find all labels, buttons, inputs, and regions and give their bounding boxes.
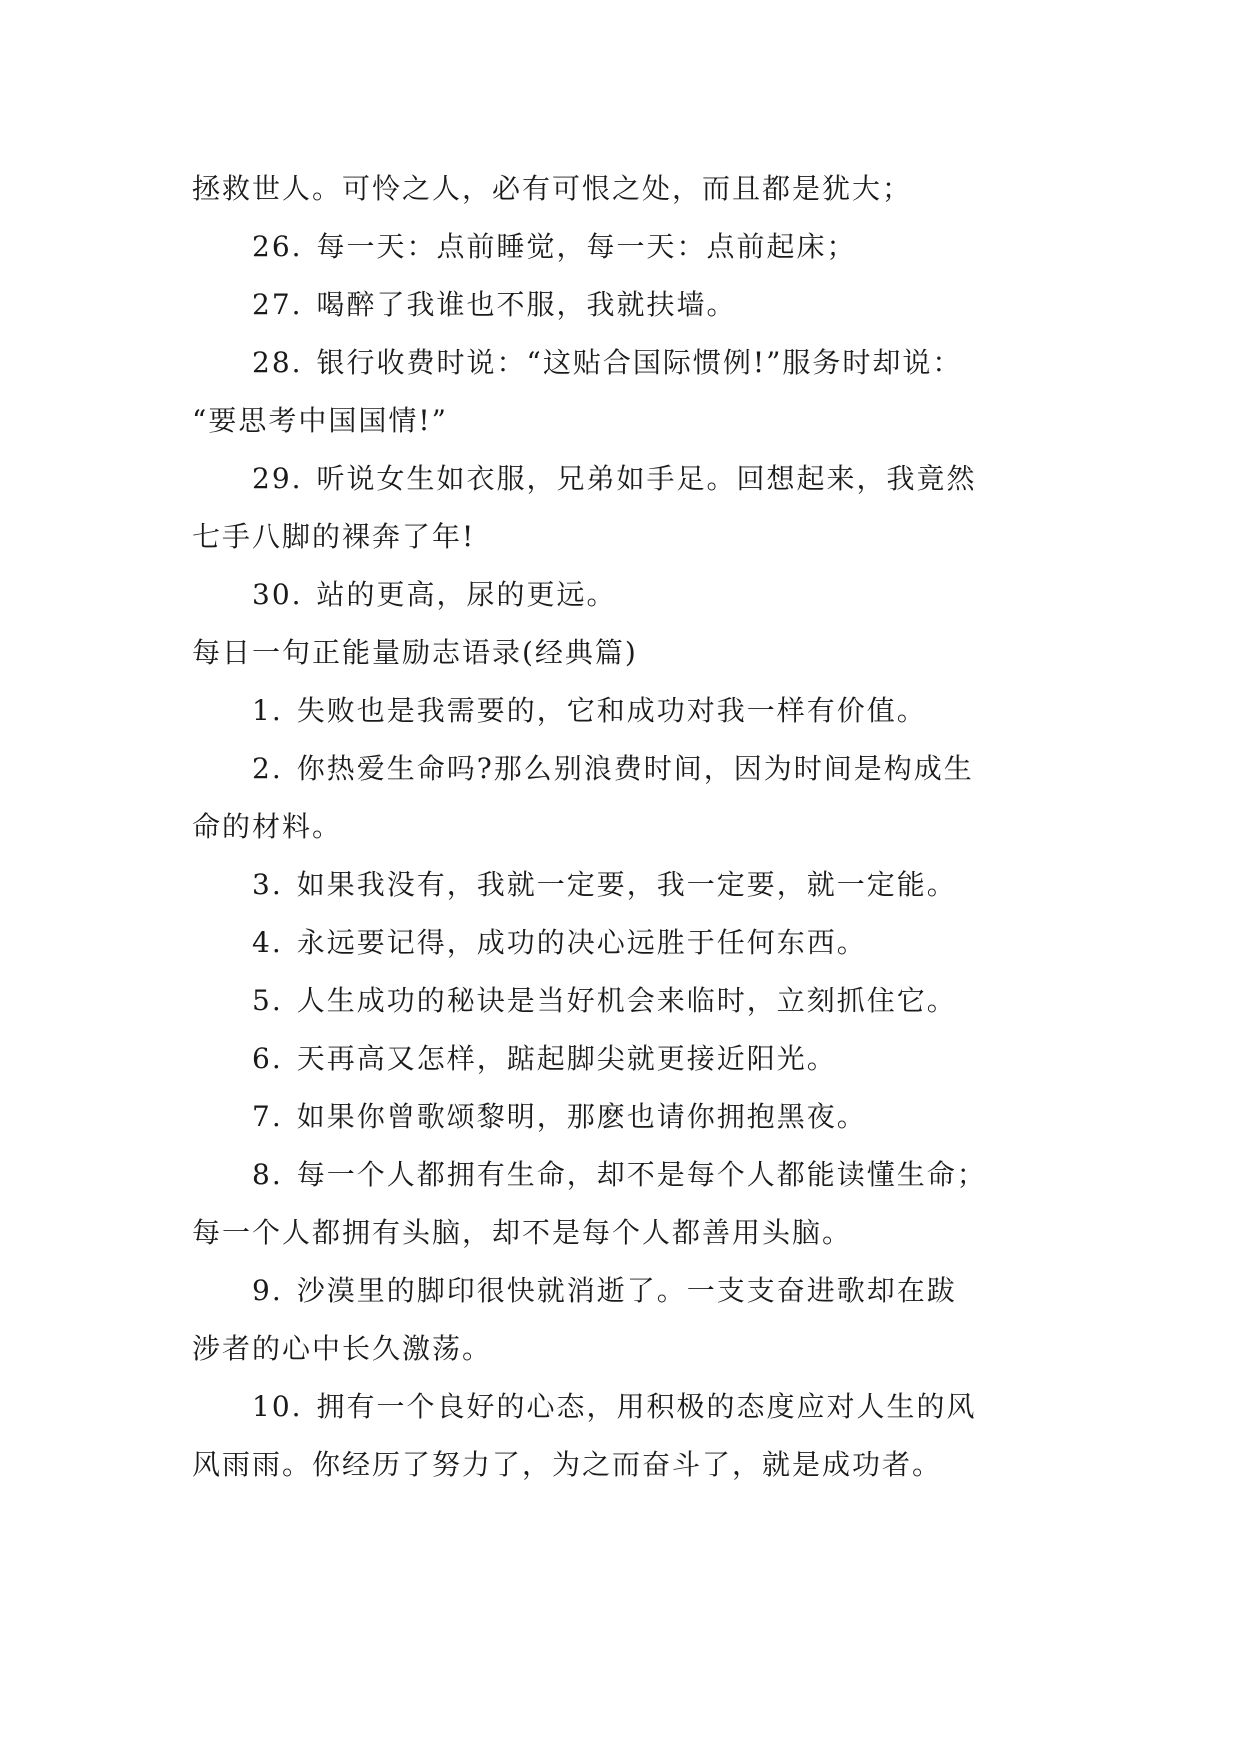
item-text: 每一个人都拥有生命，却不是每个人都能读懂生命； <box>296 1158 987 1191</box>
list-item <box>192 1146 1072 1204</box>
list-item <box>192 1088 1072 1146</box>
item-number: 2. <box>252 752 283 785</box>
item-number: 6. <box>252 1042 283 1075</box>
heading-text: 每日一句正能量励志语录(经典篇) <box>192 636 638 669</box>
text-line <box>192 160 1072 218</box>
list-item <box>192 334 1072 392</box>
item-text: 银行收费时说：“这贴合国际惯例!”服务时却说： <box>316 346 963 379</box>
item-number: 5. <box>252 984 283 1017</box>
item-text: 喝醉了我谁也不服，我就扶墙。 <box>316 288 737 321</box>
item-text: 人生成功的秘诀是当好机会来临时，立刻抓住它。 <box>296 984 957 1017</box>
line-text: 七手八脚的裸奔了年! <box>192 520 476 553</box>
list-item <box>192 972 1072 1030</box>
item-text: 听说女生如衣服，兄弟如手足。回想起来，我竟然 <box>316 462 977 495</box>
item-text: 永远要记得，成功的决心远胜于任何东西。 <box>296 926 867 959</box>
item-text: 失败也是我需要的，它和成功对我一样有价值。 <box>296 694 927 727</box>
item-number: 30. <box>252 578 303 611</box>
list-item <box>192 856 1072 914</box>
item-number: 28. <box>252 346 303 379</box>
item-text: 如果我没有，我就一定要，我一定要，就一定能。 <box>296 868 957 901</box>
section-heading <box>192 624 1072 682</box>
line-text: 涉者的心中长久激荡。 <box>192 1332 493 1365</box>
item-text: 天再高又怎样，踮起脚尖就更接近阳光。 <box>296 1042 837 1075</box>
list-item <box>192 450 1072 508</box>
line-text: 风雨雨。你经历了努力了，为之而奋斗了，就是成功者。 <box>192 1448 943 1481</box>
item-number: 3. <box>252 868 283 901</box>
item-number: 29. <box>252 462 303 495</box>
document-body <box>192 160 1072 1494</box>
item-number: 1. <box>252 694 283 727</box>
text-line <box>192 392 1072 450</box>
list-item <box>192 1030 1072 1088</box>
item-number: 8. <box>252 1158 283 1191</box>
item-text: 如果你曾歌颂黎明，那麽也请你拥抱黑夜。 <box>296 1100 867 1133</box>
line-text: 拯救世人。可怜之人，必有可恨之处，而且都是犹大； <box>192 172 913 205</box>
item-number: 26. <box>252 230 303 263</box>
item-number: 7. <box>252 1100 283 1133</box>
list-item <box>192 218 1072 276</box>
text-line <box>192 1204 1072 1262</box>
list-item <box>192 566 1072 624</box>
text-line <box>192 508 1072 566</box>
item-text: 拥有一个良好的心态，用积极的态度应对人生的风 <box>316 1390 977 1423</box>
item-number: 27. <box>252 288 303 321</box>
list-item <box>192 276 1072 334</box>
list-item <box>192 740 1072 798</box>
list-item <box>192 1378 1072 1436</box>
item-text: 站的更高，尿的更远。 <box>316 578 617 611</box>
text-line <box>192 1436 1072 1494</box>
item-number: 4. <box>252 926 283 959</box>
item-number: 10. <box>252 1390 303 1423</box>
item-number: 9. <box>252 1274 283 1307</box>
list-item <box>192 1262 1072 1320</box>
list-item <box>192 914 1072 972</box>
item-text: 你热爱生命吗?那么别浪费时间，因为时间是构成生 <box>296 752 974 785</box>
item-text: 每一天：点前睡觉，每一天：点前起床； <box>316 230 857 263</box>
text-line <box>192 1320 1072 1378</box>
list-item <box>192 682 1072 740</box>
line-text: 命的材料。 <box>192 810 343 843</box>
text-line <box>192 798 1072 856</box>
line-text: “要思考中国国情!” <box>192 404 448 437</box>
line-text: 每一个人都拥有头脑，却不是每个人都善用头脑。 <box>192 1216 853 1249</box>
item-text: 沙漠里的脚印很快就消逝了。一支支奋进歌却在跋 <box>296 1274 957 1307</box>
